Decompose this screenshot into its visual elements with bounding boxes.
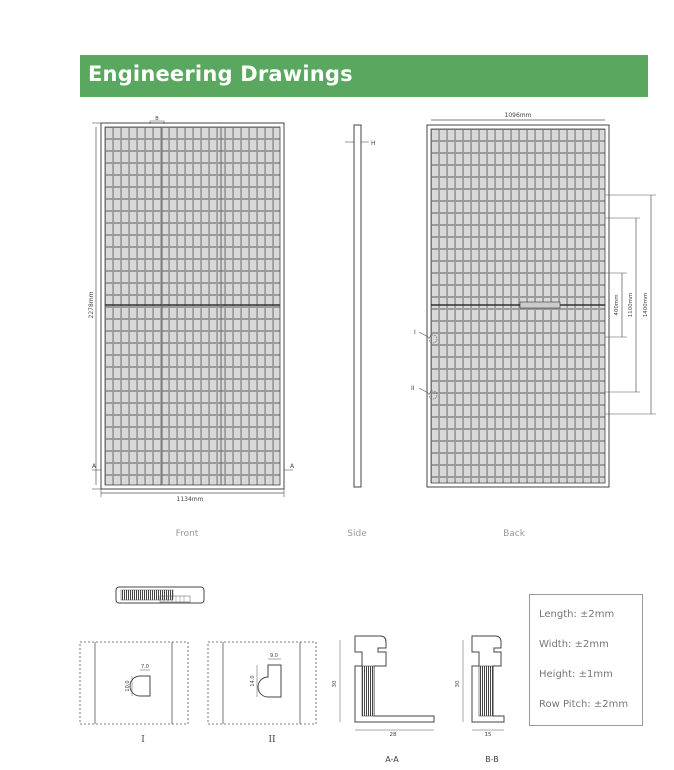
- detail-i-width: 7.0: [141, 664, 149, 670]
- tolerance-height: Height: ±1mm: [539, 669, 613, 680]
- front-marker-a-right: A: [290, 463, 295, 470]
- back-marker-i: I: [414, 329, 416, 336]
- back-dim-1100: 1100mm: [628, 292, 634, 318]
- section-bb-width: 15: [484, 732, 492, 738]
- section-bb-height: 30: [455, 680, 461, 688]
- detail-ii: [208, 642, 316, 745]
- detail-ii-height: 14.0: [250, 675, 256, 687]
- back-marker-ii: II: [411, 385, 415, 392]
- back-width-dim: 1096mm: [504, 112, 532, 119]
- junction-box-drawing: [116, 587, 204, 603]
- detail-i-height: 10.0: [125, 680, 131, 692]
- front-height-dim: 2278mm: [88, 291, 95, 319]
- side-view: [345, 125, 376, 539]
- section-a-a: [332, 636, 434, 764]
- front-marker-a-left: A: [92, 463, 97, 470]
- tolerance-width: Width: ±2mm: [539, 639, 609, 650]
- back-dim-1400: 1400mm: [643, 292, 649, 318]
- tolerance-row-pitch: Row Pitch: ±2mm: [539, 699, 629, 710]
- front-caption: Front: [175, 529, 199, 539]
- side-marker-h: H: [371, 140, 376, 147]
- section-title: Engineering Drawings: [88, 62, 353, 86]
- back-view: [411, 112, 656, 539]
- tolerance-length: Length: ±2mm: [539, 609, 615, 620]
- section-aa-label: A-A: [385, 755, 399, 764]
- side-caption: Side: [347, 529, 367, 539]
- front-marker-b: B: [155, 116, 159, 122]
- detail-ii-label: II: [268, 735, 276, 745]
- detail-i-label: I: [141, 735, 145, 745]
- front-view: [88, 116, 295, 539]
- section-b-b: [455, 636, 504, 764]
- tolerance-box: [529, 594, 643, 726]
- section-aa-width: 28: [389, 732, 397, 738]
- back-dim-400: 400mm: [614, 294, 620, 316]
- section-aa-height: 30: [332, 680, 338, 688]
- section-bb-label: B-B: [485, 755, 499, 764]
- detail-ii-width: 9.0: [270, 653, 278, 659]
- detail-i: [80, 642, 188, 745]
- front-width-dim: 1134mm: [176, 496, 204, 503]
- back-caption: Back: [503, 529, 525, 539]
